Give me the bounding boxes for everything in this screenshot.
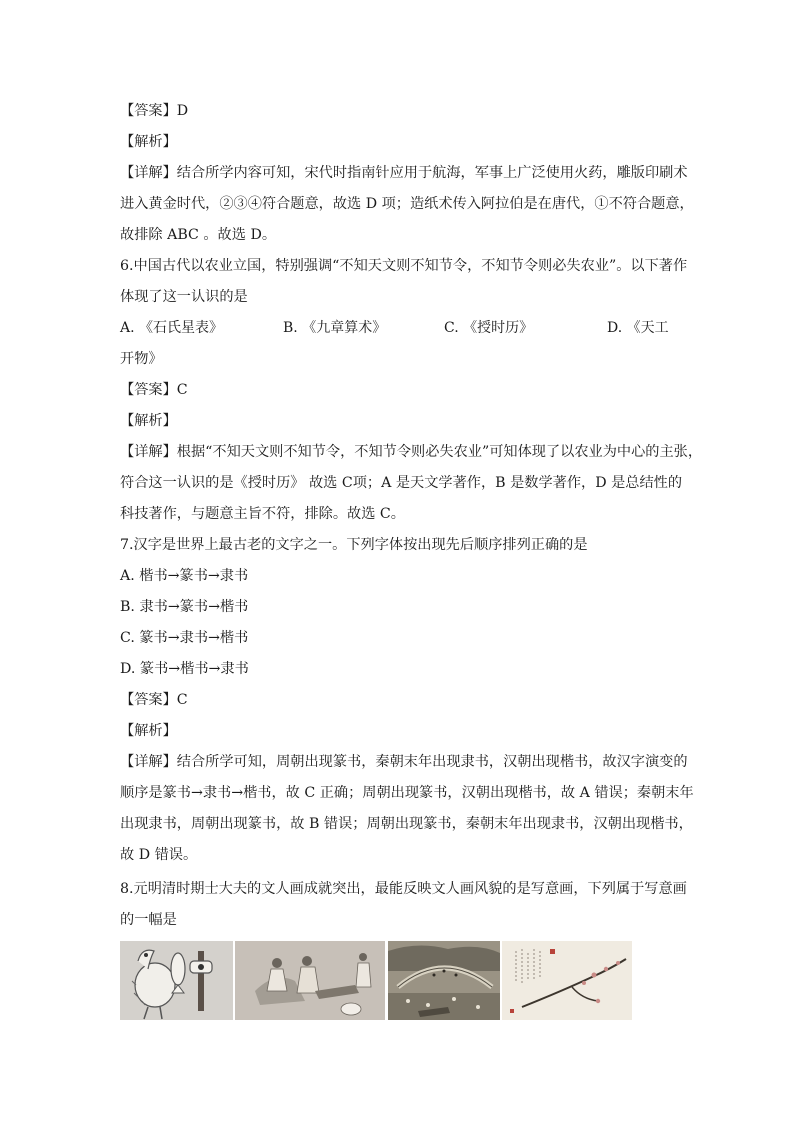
- painting-bridge-scene: [388, 941, 500, 1020]
- painting-plum-blossom: [502, 941, 632, 1020]
- detail-q5-line1: 【详解】结合所学内容可知，宋代时指南针应用于航海，军事上广泛使用火药，雕版印刷术: [120, 165, 688, 181]
- q7-option-a: A. 楷书→篆书→隶书: [120, 568, 249, 584]
- detail-q6-line3: 科技著作，与题意主旨不符，排除。故选 C。: [120, 506, 405, 522]
- analysis-heading-q7: 【解析】: [120, 723, 177, 739]
- q6-option-d: D. 《天工: [607, 320, 669, 336]
- answer-q5: 【答案】D: [120, 103, 189, 119]
- question-8-line2: 的一幅是: [120, 912, 177, 928]
- question-6-line2: 体现了这一认识的是: [120, 289, 248, 305]
- detail-q7-line2: 顺序是篆书→隶书→楷书，故 C 正确；周朝出现篆书，汉朝出现楷书，故 A 错误；秦朝末年: [120, 785, 694, 801]
- q7-option-c: C. 篆书→隶书→楷书: [120, 630, 249, 646]
- q6-option-c: C. 《授时历》: [444, 320, 534, 336]
- answer-q7: 【答案】C: [120, 692, 188, 708]
- detail-q7-line3: 出现隶书，周朝出现篆书，故 B 错误；周朝出现篆书，秦朝末年出现隶书，汉朝出现楷书，: [120, 816, 693, 832]
- detail-q5-line3: 故排除 ABC 。故选 D。: [120, 227, 277, 243]
- q7-option-b: B. 隶书→篆书→楷书: [120, 599, 249, 615]
- detail-q7-line4: 故 D 错误。: [120, 847, 198, 863]
- q7-option-d: D. 篆书→楷书→隶书: [120, 661, 249, 677]
- painting-stork-fish-axe: [120, 941, 233, 1020]
- q6-option-b: B. 《九章算术》: [283, 320, 387, 336]
- question-7: 7.汉字是世界上最古老的文字之一。下列字体按出现先后顺序排列正确的是: [120, 537, 588, 553]
- q6-option-a: A. 《石氏星表》: [120, 320, 224, 336]
- detail-q6-line1: 【详解】根据“不知天文则不知节令，不知节令则必失农业”可知体现了以农业为中心的主张，: [120, 444, 703, 460]
- answer-q6: 【答案】C: [120, 382, 188, 398]
- detail-q7-line1: 【详解】结合所学可知，周朝出现篆书，秦朝末年出现隶书，汉朝出现楷书，故汉字演变的: [120, 754, 688, 770]
- q6-option-d-cont: 开物》: [120, 351, 163, 367]
- analysis-heading-q5: 【解析】: [120, 134, 177, 150]
- detail-q5-line2: 进入黄金时代，②③④符合题意，故选 D 项；造纸术传入阿拉伯是在唐代，①不符合题意，: [120, 196, 694, 212]
- question-6-line1: 6.中国古代以农业立国，特别强调“不知天文则不知节令，不知节令则必失农业”。以下著作: [120, 258, 688, 274]
- analysis-heading-q6: 【解析】: [120, 413, 177, 429]
- question-8-line1: 8.元明清时期士大夫的文人画成就突出，最能反映文人画风貌的是写意画，下列属于写意画: [120, 881, 687, 897]
- detail-q6-line2: 符合这一认识的是《授时历》 故选 C项；A 是天文学著作，B 是数学著作，D 是总结性的: [120, 475, 683, 491]
- painting-figures-scene: [235, 941, 385, 1020]
